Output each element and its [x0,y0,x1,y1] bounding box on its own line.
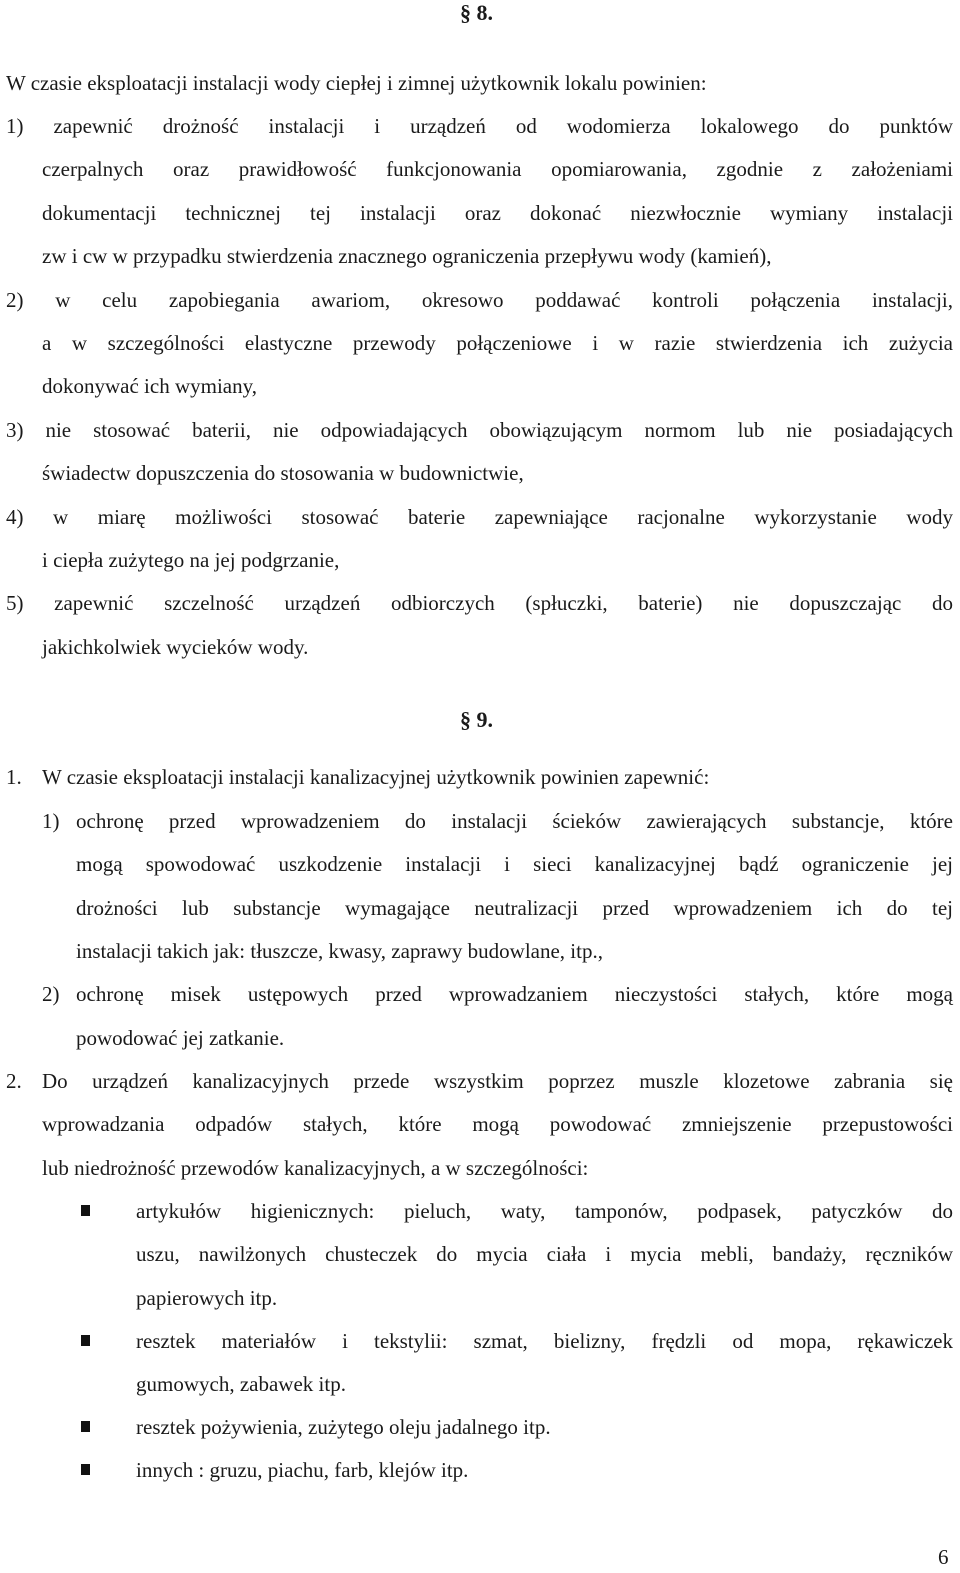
item-line: gumowych, zabawek itp. [136,1372,346,1396]
item-line: drożności lub substancje wymagające neutralizacji przed wprowadzeniem ich do tej [76,896,953,920]
page-number: 6 [938,1545,949,1569]
item-line: 1) zapewnić drożność instalacji i urządzeń od wodomierza lokalowego do punktów [6,114,953,138]
item-line: lub niedrożność przewodów kanalizacyjnych, a w szczególności: [42,1156,589,1180]
item-line: wprowadzania odpadów stałych, które mogą powodować zmniejszenie przepustowości [42,1112,953,1136]
sub-item-number: 1) [42,809,60,833]
item-line: dokumentacji technicznej tej instalacji oraz dokonać niezwłocznie wymiany instalacji [42,201,953,225]
square-bullet-icon [81,1205,90,1216]
item-line: ochronę przed wprowadzeniem do instalacji ścieków zawierających substancje, które [76,809,953,833]
item-line: 4) w miarę możliwości stosować baterie zapewniające racjonalne wykorzystanie wody [6,505,953,529]
square-bullet-icon [81,1421,90,1432]
item-line: uszu, nawilżonych chusteczek do mycia ciała i mycia mebli, bandaży, ręczników [136,1242,953,1266]
paragraph-number: 1. [6,765,22,789]
item-line: innych : gruzu, piachu, farb, klejów itp. [136,1458,469,1482]
item-line: zw i cw w przypadku stwierdzenia znacznego ograniczenia przepływu wody (kamień), [42,244,772,268]
sub-item-number: 2) [42,982,60,1006]
section-9-heading: § 9. [460,707,493,732]
item-line: jakichkolwiek wycieków wody. [42,635,309,659]
item-line: dokonywać ich wymiany, [42,374,258,398]
paragraph-text: W czasie eksploatacji instalacji kanalizacyjnej użytkownik powinien zapewnić: [42,765,710,789]
item-line: Do urządzeń kanalizacyjnych przede wszystkim poprzez muszle klozetowe zabrania się [42,1069,953,1093]
item-line: a w szczególności elastyczne przewody połączeniowe i w razie stwierdzenia ich zużycia [42,331,953,355]
item-line: resztek materiałów i tekstylii: szmat, bielizny, frędzli od mopa, rękawiczek [136,1329,953,1353]
paragraph-number: 2. [6,1069,22,1093]
item-line: resztek pożywienia, zużytego oleju jadalnego itp. [136,1415,551,1439]
item-line: powodować jej zatkanie. [76,1026,285,1050]
item-line: i ciepła zużytego na jej podgrzanie, [42,548,340,572]
item-line: mogą spowodować uszkodzenie instalacji i sieci kanalizacyjnej bądź ograniczenie jej [76,852,953,876]
square-bullet-icon [81,1464,90,1475]
item-line: 5) zapewnić szczelność urządzeń odbiorczych (spłuczki, baterie) nie dopuszczając do [6,591,953,615]
item-line: czerpalnych oraz prawidłowość funkcjonowania opomiarowania, zgodnie z założeniami [42,157,953,181]
item-line: 3) nie stosować baterii, nie odpowiadających obowiązującym normom lub nie posiadających [6,418,953,442]
item-line: artykułów higienicznych: pieluch, waty, tamponów, podpasek, patyczków do [136,1199,953,1223]
item-line: instalacji takich jak: tłuszcze, kwasy, zaprawy budowlane, itp., [76,939,603,963]
section-8-heading: § 8. [460,0,493,25]
item-line: 2) w celu zapobiegania awariom, okresowo poddawać kontroli połączenia instalacji, [6,288,953,312]
square-bullet-icon [81,1335,90,1346]
item-line: papierowych itp. [136,1286,278,1310]
item-line: ochronę misek ustępowych przed wprowadzaniem nieczystości stałych, które mogą [76,982,953,1006]
section-8-intro: W czasie eksploatacji instalacji wody ciepłej i zimnej użytkownik lokalu powinien: [6,71,707,95]
item-line: świadectw dopuszczenia do stosowania w budownictwie, [42,461,524,485]
